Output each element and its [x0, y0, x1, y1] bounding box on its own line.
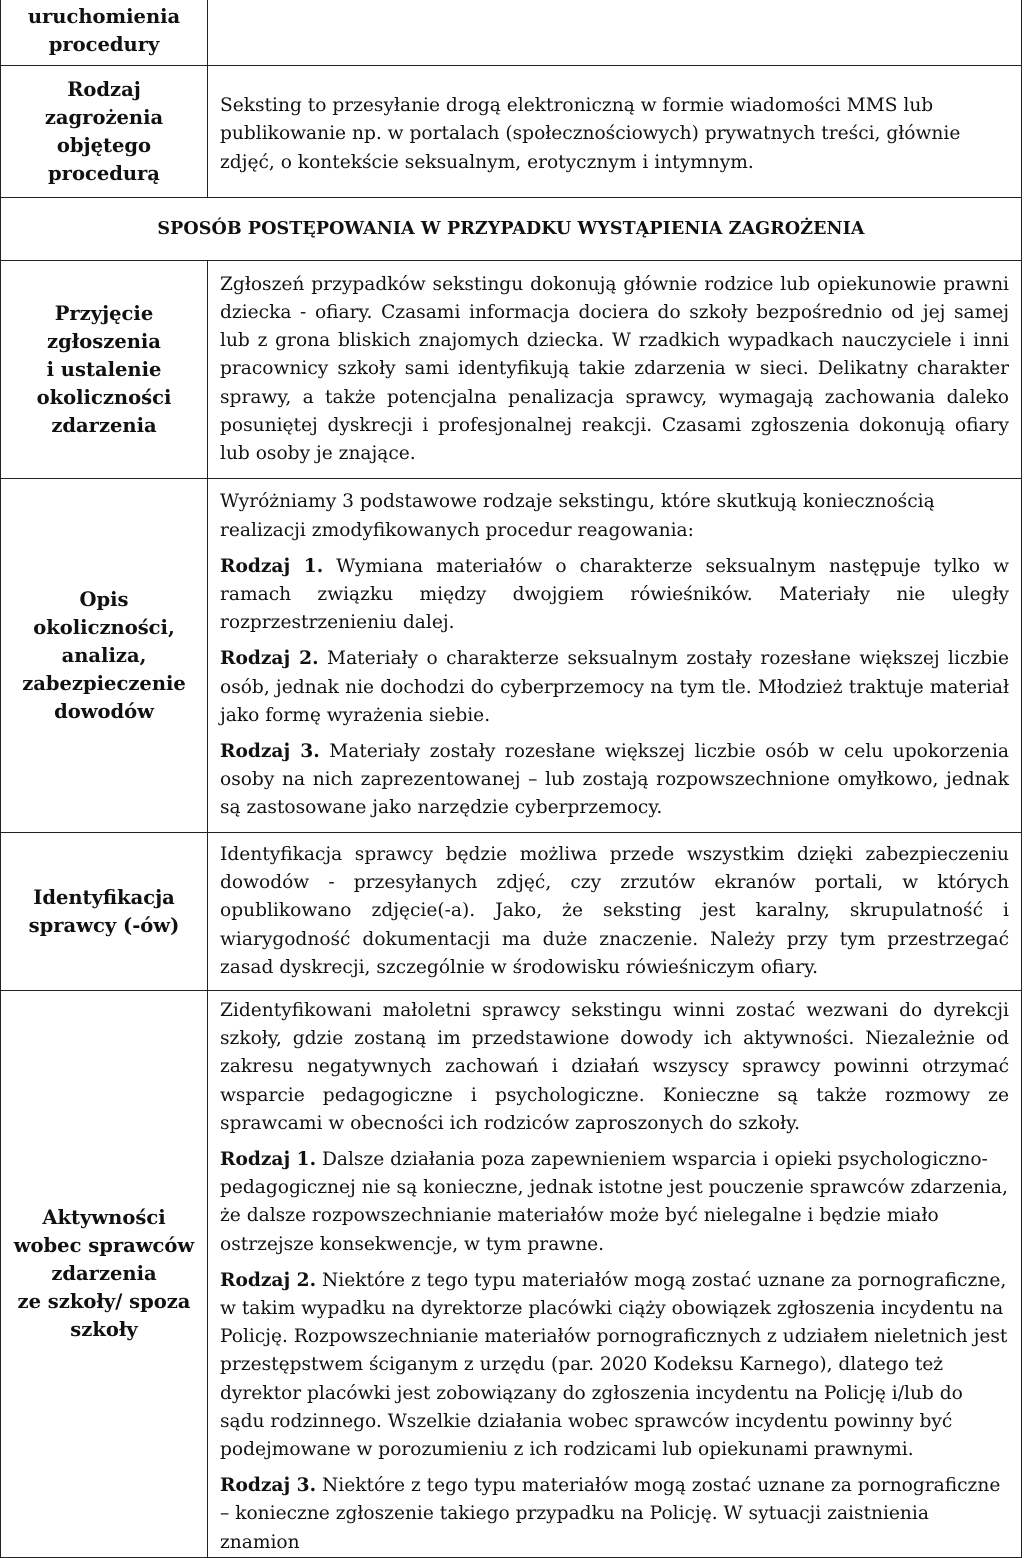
label-cell — [1, 833, 208, 991]
content-cell — [208, 261, 1022, 479]
row-label: Aktywności wobec sprawców zdarzenia ze szkoły/ spoza szkoły — [13, 1205, 195, 1341]
row-description-analysis — [1, 479, 1022, 833]
type-item — [220, 1472, 1009, 1557]
label-cell — [1, 0, 208, 66]
row-procedure-start — [1, 0, 1022, 66]
row-label: Przyjęcie zgłoszenia i ustalenie okoliczności zdarzenia — [36, 301, 172, 437]
type-text: Materiały o charakterze seksualnym zostały rozesłane większej liczbie osób, jednak nie dochodzi do cyberprzemocy na tym tle. Młodzież traktuje materiał jako formę wyrażenia siebie. — [220, 648, 1009, 726]
type-item — [220, 1146, 1009, 1259]
type-item — [220, 553, 1009, 638]
content-cell — [208, 0, 1022, 66]
type-text: Dalsze działania poza zapewnieniem wsparcia i opieki psychologiczno-pedagogicznej nie są konieczne, jednak istotne jest pouczenie sprawców zdarzenia, że dalsze rozpowszechnianie materiałów może być nielegalne i będzie miało ostrzejsze konsekwencje, w tym prawne. — [220, 1149, 1008, 1255]
content-cell — [208, 479, 1022, 833]
intro-text: Wyróżniamy 3 podstawowe rodzaje sekstingu, które skutkują koniecznością realizacji zmodyfikowanych procedur reagowania: — [220, 491, 935, 541]
row-perpetrator-actions — [1, 991, 1022, 1558]
row-label: Identyfikacja sprawcy (-ów) — [28, 885, 180, 937]
row-section-heading — [1, 198, 1022, 261]
row-label: Opis okoliczności, analiza, zabezpieczenie dowodów — [22, 587, 186, 723]
identification-text: Identyfikacja sprawcy będzie możliwa przede wszystkim dzięki zabezpieczeniu dowodów - przesyłanych zdjęć, czy zrzutów ekranów portali, w których opublikowano zdjęcie(-a). Jako, że seksting jest karalny, skrupulatność i wiarygodność dokumentacji ma duże znaczenie. Należy przy tym przestrzegać zasad dyskrecji, szczególnie w środowisku rówieśniczym ofiary. — [220, 843, 1009, 978]
row-label: Rodzaj zagrożenia objętego procedurą — [44, 77, 164, 185]
type-text: Niektóre z tego typu materiałów mogą zostać uznane za pornograficzne – konieczne zgłoszenie takiego przypadku na Policję. W sytuacji zaistnienia znamion — [220, 1475, 1001, 1553]
row-perpetrator-identification — [1, 833, 1022, 991]
row-threat-type — [1, 66, 1022, 198]
type-item — [220, 738, 1009, 823]
report-intake-text: Zgłoszeń przypadków sekstingu dokonują głównie rodzice lub opiekunowie prawni dziecka - ofiary. Czasami informacja dociera do szkoły bezpośrednio od jej samej lub z grona bliskich znajomych dziecka. W rzadkich wypadkach nauczyciele i inni pracownicy szkoły sami identyfikują takie zdarzenia w sieci. Delikatny charakter sprawy, a także potencjalna penalizacja sprawcy, wymagają zachowania daleko posuniętej dyskrecji i profesjonalnej reakcji. Czasami zgłoszenia dokonują ofiary lub osoby je znające. — [220, 273, 1009, 464]
label-cell — [1, 261, 208, 479]
type-heading: Rodzaj 2. — [220, 1269, 317, 1291]
type-item — [220, 1267, 1009, 1464]
content-cell — [208, 833, 1022, 991]
content-cell — [208, 991, 1022, 1558]
type-heading: Rodzaj 2. — [220, 648, 319, 670]
content-cell — [208, 66, 1022, 198]
row-report-intake — [1, 261, 1022, 479]
type-heading: Rodzaj 1. — [220, 555, 324, 577]
intro-text: Zidentyfikowani małoletni sprawcy sekstingu winni zostać wezwani do dyrekcji szkoły, gdzie zostaną im przedstawione dowody ich aktywności. Niezależnie od zakresu negatywnych zachowań i działań wszyscy sprawcy powinni otrzymać wsparcie pedagogiczne i psychologiczne. Konieczne są także rozmowy ze sprawcami w obecności ich rodziców zaproszonych do szkoły. — [220, 1000, 1009, 1134]
type-text: Wymiana materiałów o charakterze seksualnym następuje tylko w ramach związku między dwojgiem rówieśników. Materiały nie uległy rozprzestrzenieniu dalej. — [220, 555, 1009, 634]
label-cell — [1, 991, 208, 1558]
type-text: Niektóre z tego typu materiałów mogą zostać uznane za pornograficzne, w takim wypadku na dyrektorze placówki ciąży obowiązek zgłoszenia incydentu na Policję. Rozpowszechnianie materiałów pornograficznych z udziałem nieletnich jest przestępstwem ściganym z urzędu (par. 2020 Kodeksu Karnego), dlatego też dyrektor placówki jest zobowiązany do zgłoszenia incydentu na Policję i/lub do sądu rodzinnego. Wszelkie działania wobec sprawców incydentu powinny być podejmowane w porozumieniu z ich rodzicami lub opiekunami prawnymi. — [220, 1269, 1008, 1461]
type-item — [220, 645, 1009, 730]
section-heading: SPOSÓB POSTĘPOWANIA W PRZYPADKU WYSTĄPIENIA ZAGROŻENIA — [1, 198, 1022, 261]
label-cell — [1, 66, 208, 198]
type-heading: Rodzaj 3. — [220, 741, 320, 762]
label-cell — [1, 479, 208, 833]
type-heading: Rodzaj 1. — [220, 1149, 317, 1171]
type-heading: Rodzaj 3. — [220, 1475, 317, 1497]
type-text: Materiały zostały rozesłane większej liczbie osób w celu upokorzenia osoby na nich zaprezentowanej – lub zostają rozpowszechnione omyłkowo, jednak są zastosowane jako narzędzie cyberprzemocy. — [220, 741, 1010, 819]
definition-text: Seksting to przesyłanie drogą elektroniczną w formie wiadomości MMS lub publikowanie np. w portalach (społecznościowych) prywatnych treści, głównie zdjęć, o kontekście seksualnym, erotycznym i intymnym. — [220, 95, 961, 173]
row-label: uruchomienia procedury — [27, 5, 181, 56]
